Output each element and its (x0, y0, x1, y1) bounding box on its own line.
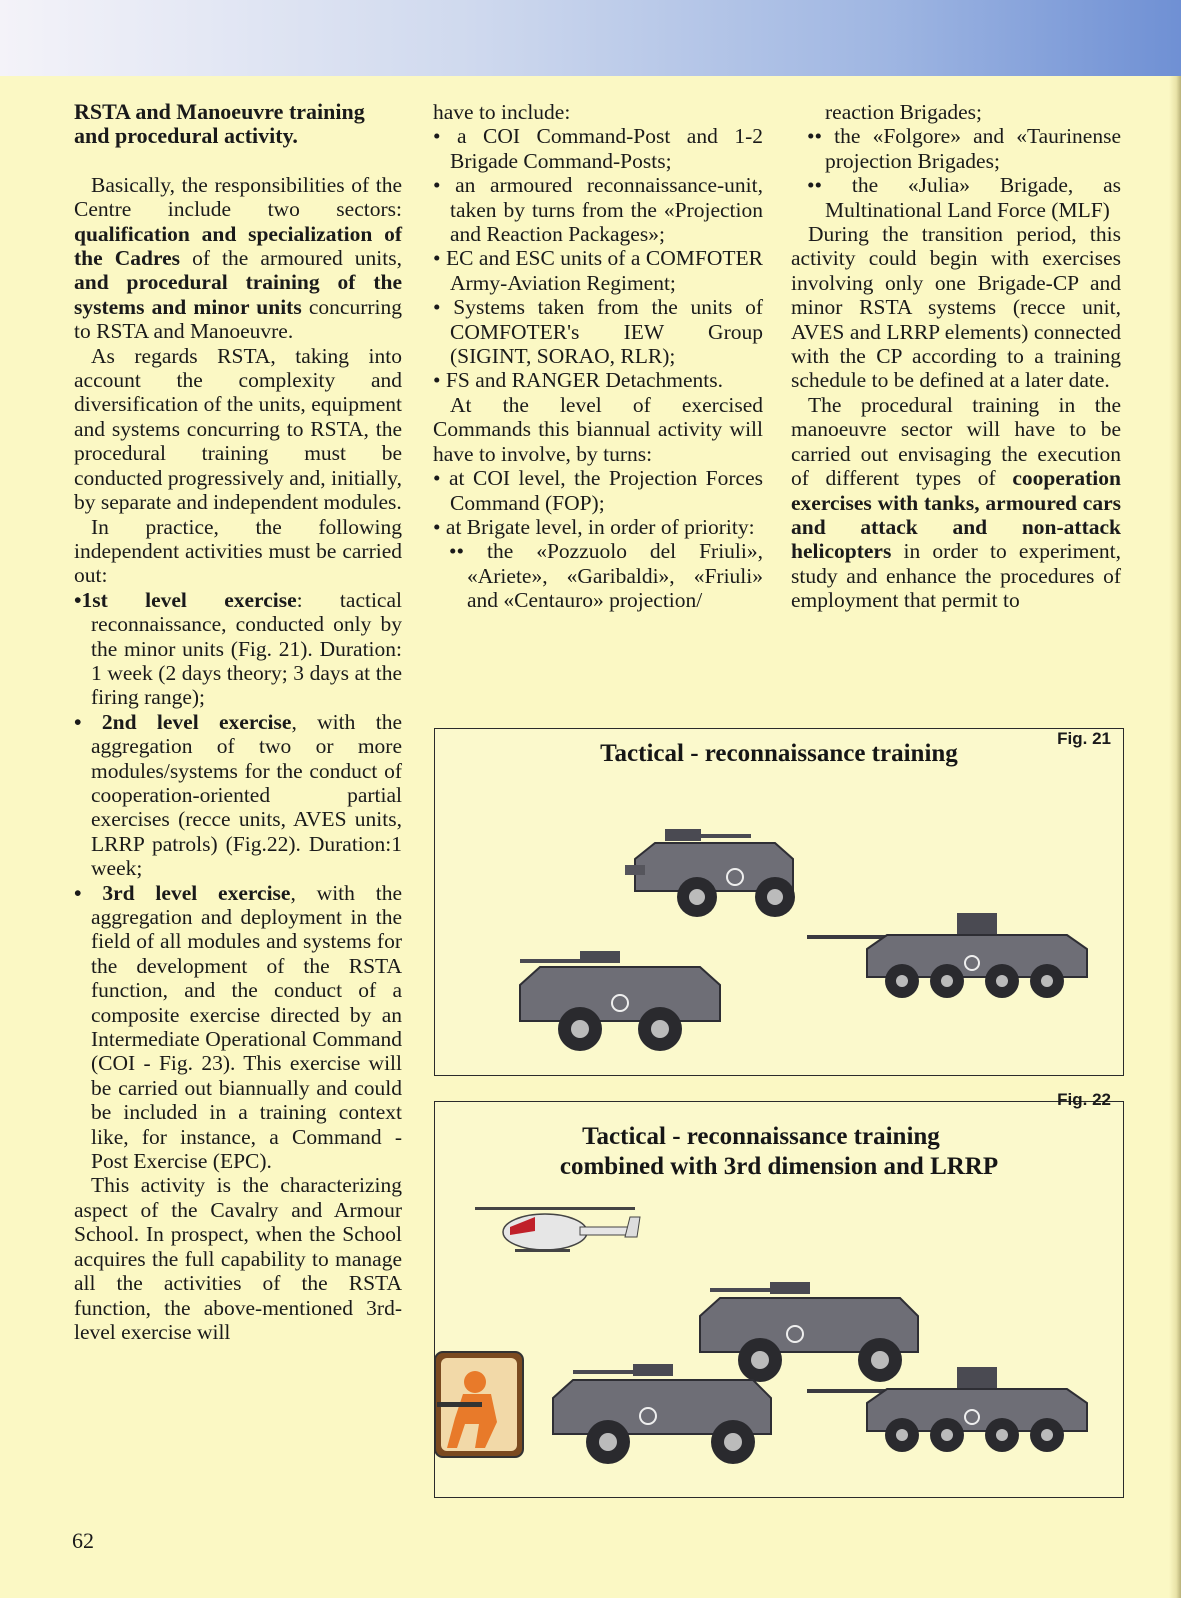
paragraph (74, 173, 402, 344)
bold-text: •1st level exercise (74, 587, 297, 612)
bullet-item (74, 881, 402, 1174)
sub-bullet-item: reaction Brigades; (825, 100, 983, 124)
sub-bullet-item: •• the «Pozzuolo del Friuli», «Ariete», «Garibaldi», «Friuli» and «Centauro» projection/ (449, 539, 763, 613)
paragraph: In practice, the following independent activities must be carried out: (74, 514, 402, 588)
top-color-band (0, 0, 1181, 76)
paragraph (791, 393, 1121, 613)
paragraph: At the level of exercised Commands this biannual activity will have to involve, by turns: (433, 392, 763, 466)
bold-text: qualification and specialization of the Cadres (74, 221, 402, 271)
soldier-icon (435, 1352, 523, 1457)
bullet-item: • at Brigate level, in order of priority: (433, 514, 755, 539)
figure-label: Fig. 22 (1057, 1090, 1111, 1109)
page-edge-shadow (1169, 76, 1181, 1598)
figure-22 (434, 1090, 1124, 1498)
paragraph: During the transition period, this activity could begin with exercises involving only one Brigade-CP and minor RSTA systems (recce unit, AVES and LRRP elements) connected with the CP according to a training schedule to be defined at a later date. (791, 222, 1121, 393)
bold-text: • 2nd level exercise (74, 709, 292, 734)
column-1 (74, 100, 402, 1344)
bold-text: • 3rd level exercise (74, 880, 291, 905)
armoured-car-icon (520, 951, 720, 1051)
paragraph: have to include: (433, 100, 571, 124)
armoured-car-icon (700, 1282, 918, 1382)
tank-destroyer-icon (807, 1367, 1087, 1452)
column-2 (433, 100, 763, 613)
sub-bullet-item: •• the «Julia» Brigade, as Multinational Land Force (MLF) (807, 173, 1121, 222)
bullet-item: • Systems taken from the units of COMFOTER's IEW Group (SIGINT, SORAO, RLR); (433, 295, 763, 369)
text: Basically, the responsibilities of the Centre include two sectors: (74, 172, 402, 222)
text: : tactical reconnaissance, conducted only by the minor units (Fig. 21). Duration: 1 week (2 days theory; 3 days at the firing range); (91, 587, 402, 710)
text: The procedural training in the manoeuvre sector will have to be carried out envisaging the execution of different types of (791, 392, 1121, 491)
bullet-item: • a COI Command-Post and 1-2 Brigade Command-Posts; (433, 124, 763, 173)
paragraph: As regards RSTA, taking into account the complexity and diversification of the units, equipment and systems concurring to RSTA, the procedural training must be conducted progressively and, initially, by separate and independent modules. (74, 343, 402, 515)
bullet-item: • an armoured reconnaissance-unit, taken by turns from the «Projection and Reaction Packages»; (433, 173, 763, 247)
figure-title-line: combined with 3rd dimension and LRRP (559, 1153, 999, 1180)
page-number: 62 (72, 1528, 94, 1553)
bullet-item (74, 588, 402, 710)
text: concurring to RSTA and Manoeuvre. (74, 294, 402, 344)
section-title: RSTA and Manoeuvre training and procedural activity. (74, 99, 365, 149)
column-3 (791, 100, 1121, 613)
bullet-item (74, 710, 402, 881)
figure-label: Fig. 21 (1057, 729, 1111, 748)
bullet-item: • EC and ESC units of a COMFOTER Army-Aviation Regiment; (433, 246, 763, 295)
bullet-item: • FS and RANGER Detachments. (433, 368, 723, 393)
figure-title-line: Tactical - reconnaissance training (582, 1123, 940, 1150)
fig21-illustration (435, 729, 1123, 1075)
armoured-car-icon (553, 1364, 771, 1464)
paragraph: This activity is the characterizing aspect of the Cavalry and Armour School. In prospect, when the School acquires the full capability to manage all the activities of the RSTA function, the above-mentioned 3rd-level exercise will (74, 1173, 402, 1344)
figure-title: Tactical - reconnaissance training (600, 740, 958, 767)
sub-bullet-item: •• the «Folgore» and «Taurinense projection Brigades; (807, 124, 1121, 173)
text: in order to experiment, study and enhance the procedures of employment that permit to (791, 539, 1121, 613)
text: , with the aggregation of two or more modules/systems for the conduct of cooperation-oriented partial exercises (recce units, AVES units, LRRP patrols) (Fig.22). Duration:1 week; (91, 709, 402, 881)
bold-text: and procedural training of the systems and minor units (74, 270, 402, 319)
tank-destroyer-icon (807, 913, 1087, 998)
helicopter-icon (475, 1207, 640, 1252)
figure-title (435, 1122, 1123, 1182)
bullet-item: • at COI level, the Projection Forces Command (FOP); (433, 466, 763, 515)
armoured-car-icon (625, 829, 795, 917)
figure-21 (434, 728, 1124, 1076)
text: , with the aggregation and deployment in the field of all modules and systems for the development of the RSTA function, and the conduct of a composite exercise directed by an Intermediate Operational Command (COI - Fig. 23). This exercise will be carried out biannually and could be included in a training context like, for instance, a Command - Post Exercise (EPC). (91, 880, 402, 1174)
text: of the armoured units, (180, 246, 402, 271)
bold-text: cooperation exercises with tanks, armoured cars and attack and non-attack helicopters (791, 466, 1121, 564)
